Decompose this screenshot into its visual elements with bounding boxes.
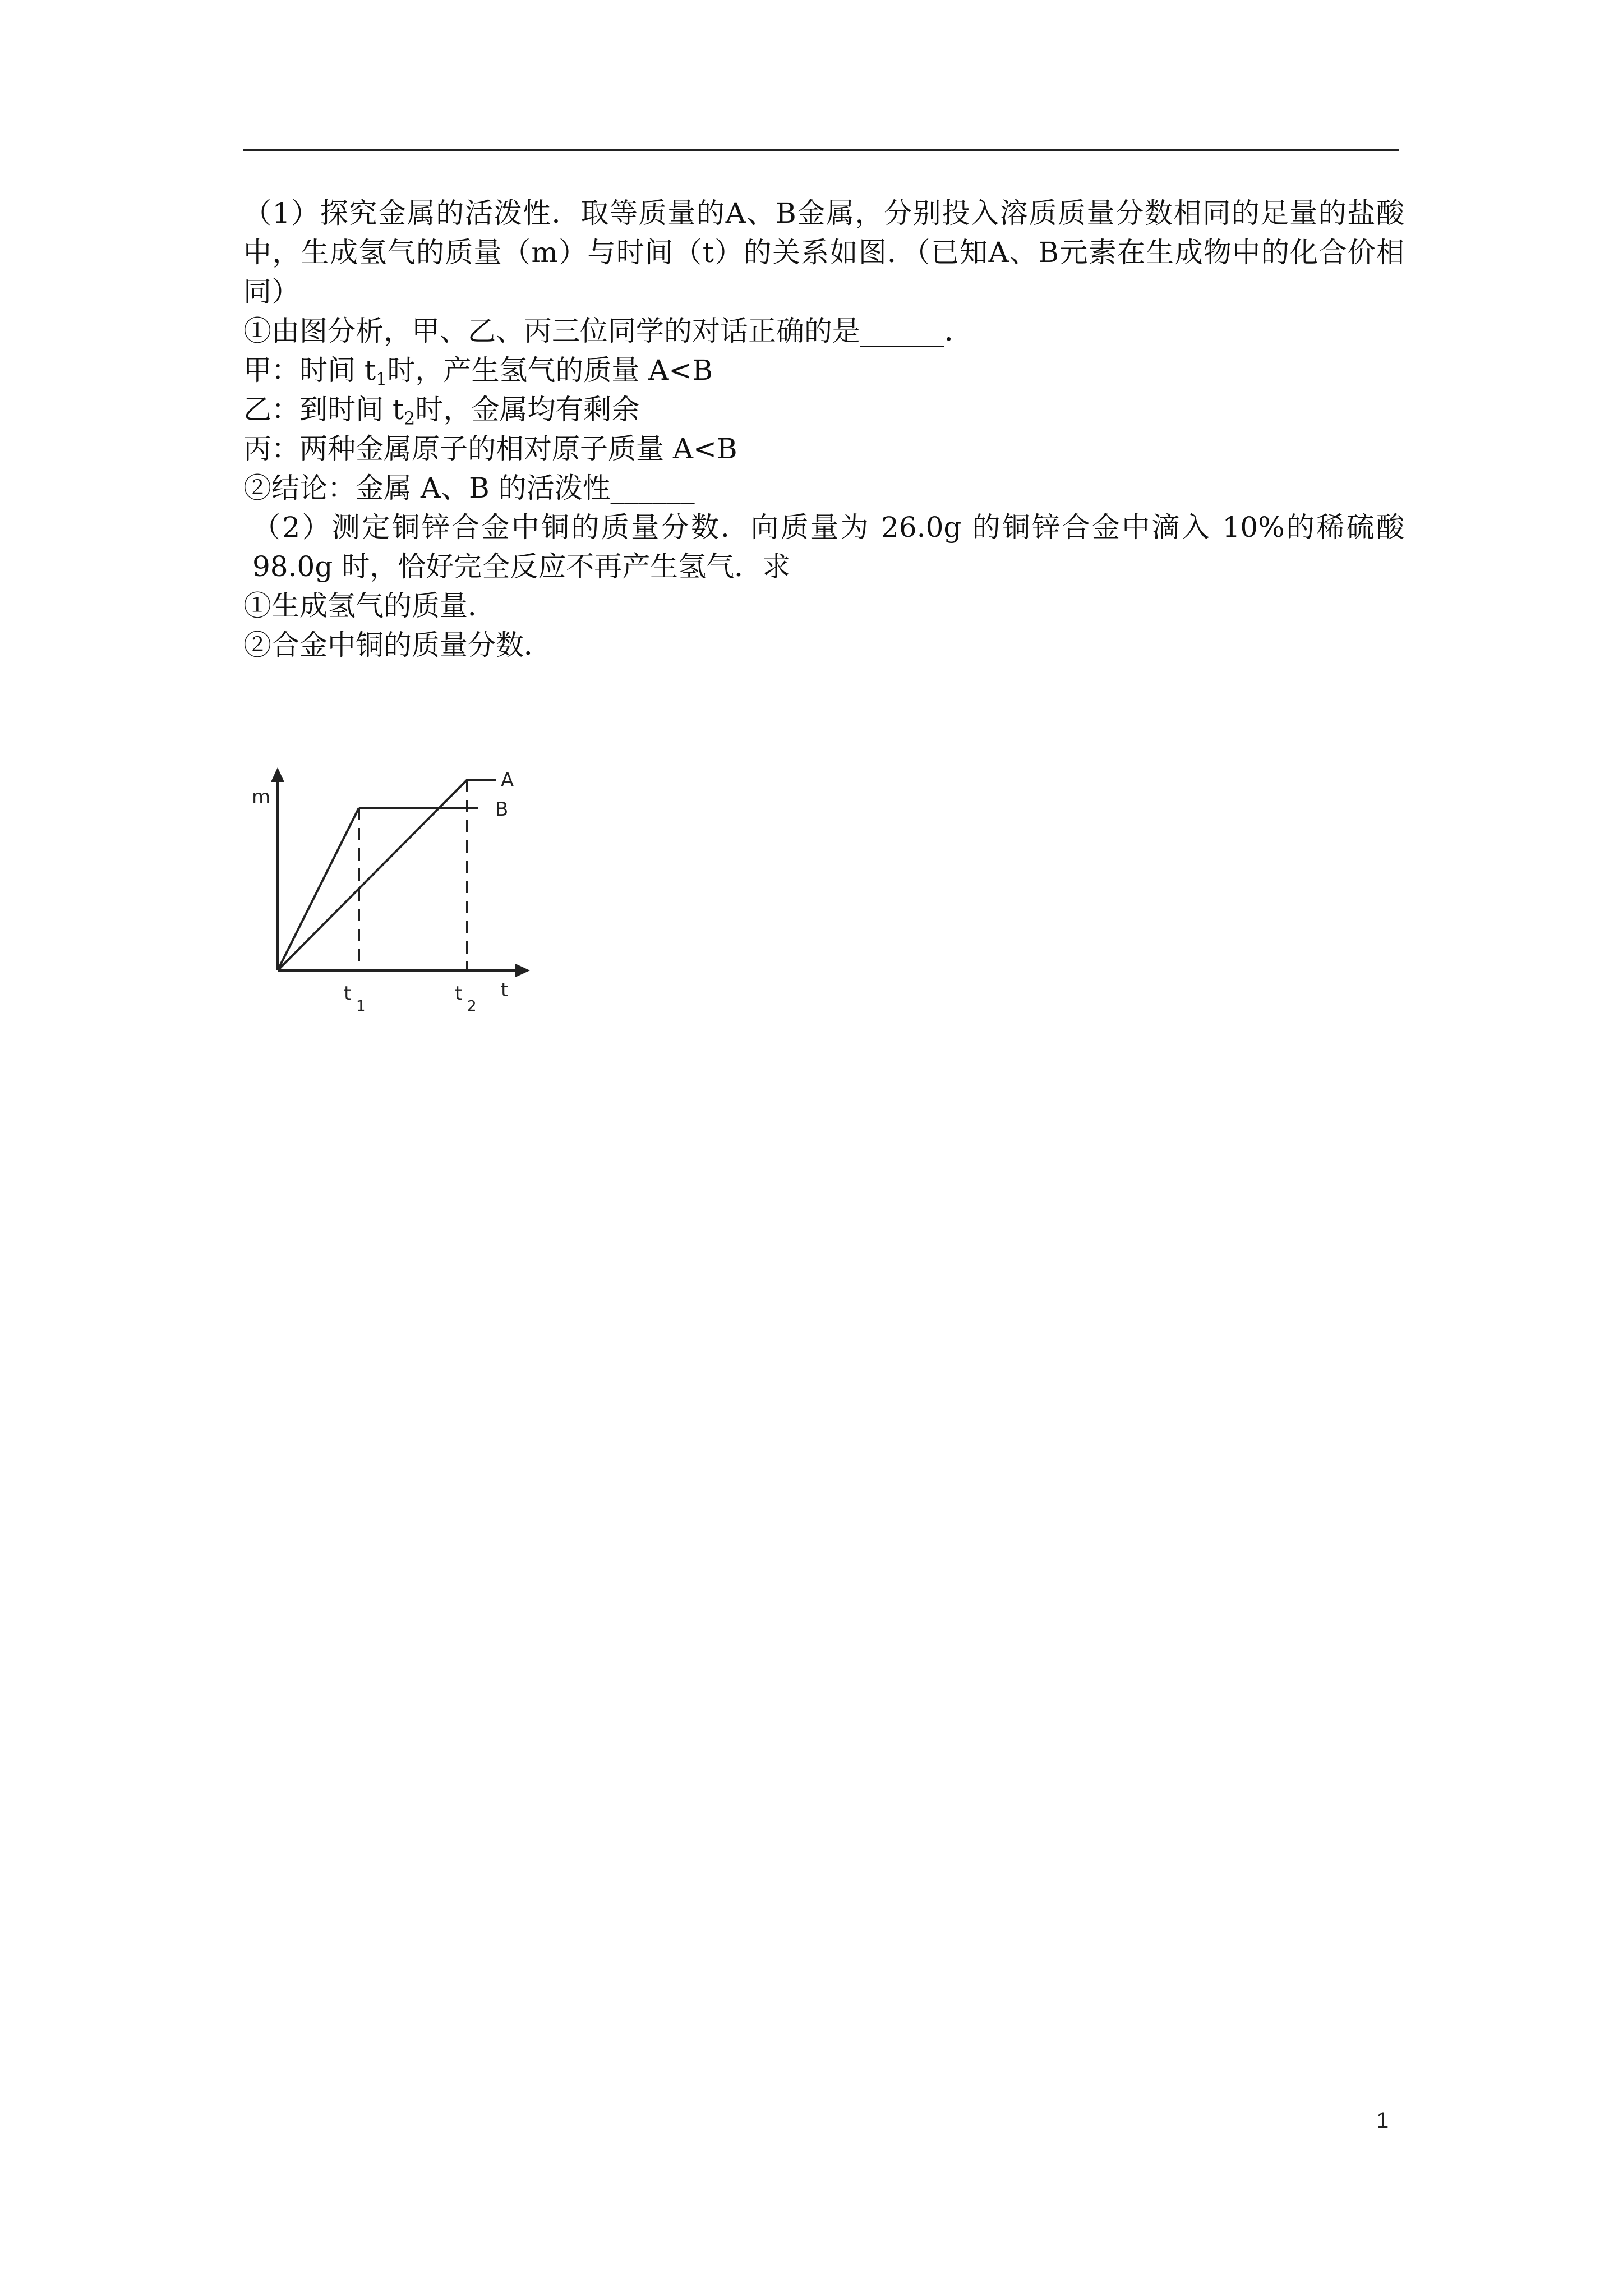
statement-yi xyxy=(243,390,1404,429)
part2-question2: ②合金中铜的质量分数． xyxy=(243,629,552,661)
statement-bing: 丙：两种金属原子的相对原子质量 A<B xyxy=(243,432,737,465)
y-axis-arrow-icon xyxy=(271,767,284,782)
series-a-label: A xyxy=(501,769,514,792)
t2-label: t xyxy=(455,982,463,1005)
t1-label: t xyxy=(344,982,352,1005)
question-body xyxy=(243,194,1404,665)
t2-subscript: 2 xyxy=(467,998,477,1015)
part1-intro: （1）探究金属的活泼性．取等质量的A、B金属，分别投入溶质质量分数相同的足量的盐酸中，生成氢气的质量（m）与时间（t）的关系如图．（已知A、B元素在生成物中的化合价相同） xyxy=(243,197,1404,308)
statement-jia-suffix: 时，产生氢气的质量 A<B xyxy=(387,354,713,386)
statement-yi-subscript: 2 xyxy=(404,408,416,429)
header-rule xyxy=(243,149,1399,151)
part2-intro: （2）测定铜锌合金中铜的质量分数．向质量为 26.0g 的铜锌合金中滴入 10%的稀硫酸 98.0g 时，恰好完全反应不再产生氢气．求 xyxy=(252,511,1404,583)
statement-jia-subscript: 1 xyxy=(376,369,388,390)
part2-question1: ①生成氢气的质量． xyxy=(243,590,496,622)
statement-yi-suffix: 时，金属均有剩余 xyxy=(415,393,640,426)
part1-question1: ①由图分析，甲、乙、丙三位同学的对话正确的是______． xyxy=(243,315,972,347)
part1-question2: ②结论：金属 A、B 的活泼性______ xyxy=(243,472,695,504)
line-b-rising xyxy=(278,808,359,970)
t1-subscript: 1 xyxy=(356,998,366,1015)
mass-time-diagram xyxy=(250,763,541,1021)
x-axis-label: t xyxy=(501,979,509,1001)
statement-jia xyxy=(243,351,1404,390)
x-axis-arrow-icon xyxy=(515,964,530,977)
series-b-label: B xyxy=(495,798,509,821)
statement-jia-prefix: 甲：时间 t xyxy=(243,354,376,386)
page-number: 1 xyxy=(1376,2108,1389,2133)
y-axis-label: m xyxy=(252,786,271,808)
diagram-svg xyxy=(250,763,541,1021)
statement-yi-prefix: 乙：到时间 t xyxy=(243,393,404,426)
